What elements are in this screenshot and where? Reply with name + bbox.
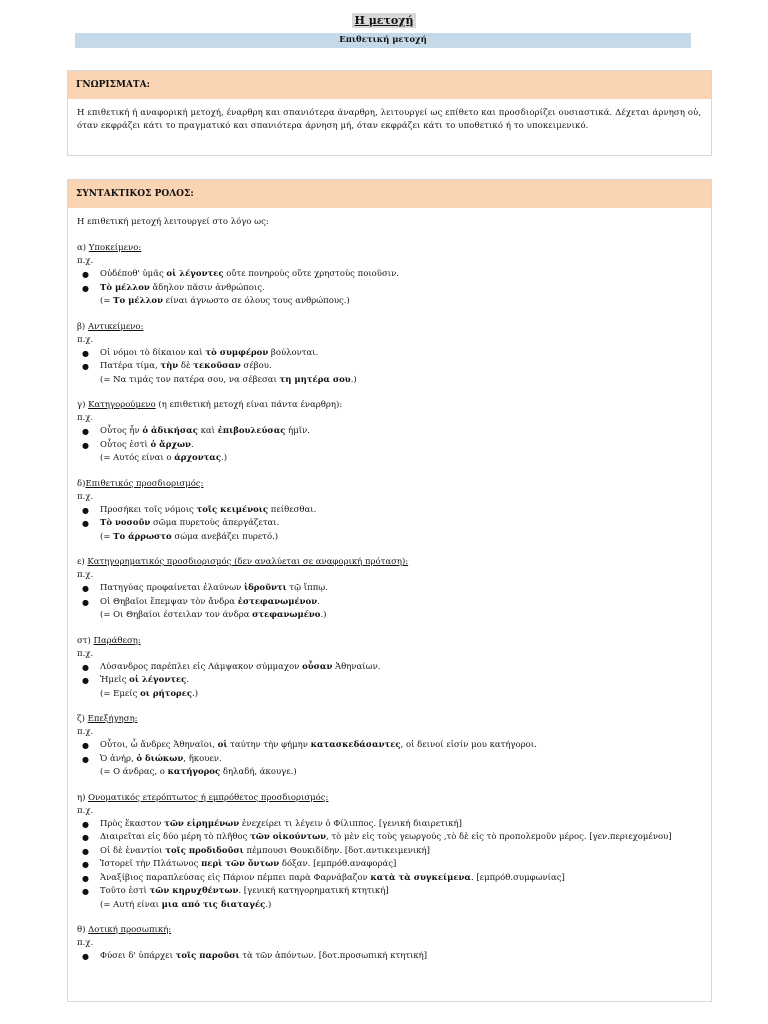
section-label: Ονοματικός ετερόπτωτος ή εμπρόθετος προσδιορισμός: <box>88 792 329 803</box>
role-section <box>77 713 702 780</box>
text-run: Διαιρεῖται εἰς δύο μέρη τὸ πλῆθος <box>100 832 251 842</box>
bold-term: ἱδροῦντι <box>244 583 287 593</box>
example-list <box>77 425 702 452</box>
bold-term: άρχοντας <box>174 453 222 463</box>
section-heading <box>77 792 702 805</box>
text-run: σώμα ανεβάζει πυρετό.) <box>171 531 279 542</box>
example-list <box>77 504 702 531</box>
text-run: .) <box>320 610 327 620</box>
example-item <box>77 504 702 518</box>
bold-term: περὶ τῶν ὄντων <box>201 859 280 869</box>
text-run: Τοῦτο ἐστὶ <box>100 886 150 896</box>
example-list <box>77 739 702 766</box>
bold-term: Τὸ μέλλον <box>100 282 150 293</box>
translation-note <box>77 374 702 388</box>
example-item <box>77 858 702 872</box>
section-prefix: α) <box>77 243 89 253</box>
example-item <box>77 818 702 832</box>
section-label: Δοτική προσωπική: <box>88 925 172 935</box>
example-list <box>77 268 702 295</box>
page-title: Η μετοχή <box>352 13 417 28</box>
example-item <box>77 517 702 531</box>
bold-term: τῶν εἰρημένων <box>164 818 240 829</box>
example-item <box>77 674 702 688</box>
section-label: Επεξήγηση: <box>87 714 138 724</box>
bullet-icon: ● <box>82 741 89 750</box>
bullet-icon: ● <box>82 597 89 607</box>
example-item <box>77 268 702 282</box>
bold-term: τὴν <box>160 361 179 371</box>
translation-note <box>77 609 702 623</box>
role-section <box>77 242 702 309</box>
features-heading: ΓΝΩΡΙΣΜΑΤΑ: <box>68 71 711 99</box>
bullet-icon: ● <box>82 519 89 528</box>
section-heading <box>77 924 702 937</box>
text-run: Οἱ Θηβαῖοι ἔπεμψαν τὸν ἄνδρα <box>100 596 238 607</box>
translation-note <box>77 452 702 466</box>
bold-term: ἐπιβουλεύσας <box>217 426 286 436</box>
section-label: Κατηγορηματικός προσδιορισμός (δεν αναλύεται σε αναφορική πρόταση): <box>87 557 409 567</box>
section-label: Επιθετικός προσδιορισμός: <box>85 478 204 489</box>
section-heading <box>77 478 702 491</box>
bold-term: ἐστεφανωμένον <box>237 596 318 607</box>
bold-term: στεφανωμένο <box>252 610 321 620</box>
bold-term: τοῖς προδιδοῦσι <box>165 845 244 856</box>
text-run: Οὗτος ἐστὶ <box>100 439 151 450</box>
text-run: ταύτην τὴν φήμην <box>227 740 311 750</box>
translation-note <box>77 688 702 702</box>
text-run: , ἥκουεν. <box>183 753 222 764</box>
example-item <box>77 582 702 596</box>
example-item <box>77 831 702 845</box>
bullet-icon: ● <box>82 887 89 896</box>
bullet-icon: ● <box>82 754 89 764</box>
example-list <box>77 582 702 609</box>
bullet-icon: ● <box>82 362 89 371</box>
translation-note <box>77 531 702 545</box>
text-run: είναι άγνωστο σε όλους τους ανθρώπους.) <box>162 296 350 306</box>
section-prefix: στ) <box>77 635 94 646</box>
translation-note <box>77 295 702 309</box>
text-run: .) <box>221 453 228 463</box>
text-run: Ἀναξίβιος παραπλεύσας εἰς Πάριον πέμπει παρὰ Φαρνάβαζον <box>100 872 371 883</box>
text-run: .) <box>350 374 357 385</box>
title-wrap <box>0 0 768 27</box>
bold-term: ὁ ἄρχων <box>150 439 191 450</box>
bold-term: τὸ συμφέρον <box>205 347 269 358</box>
text-run: βούλονται. <box>268 347 319 358</box>
text-run: (= Αυτή είναι <box>100 899 162 910</box>
syntax-intro: Η επιθετική μετοχή λειτουργεί στο λόγο ως: <box>77 217 269 227</box>
text-run: Ἀθηναίων. <box>332 661 381 672</box>
bullet-icon: ● <box>82 427 89 436</box>
text-run: Ὁ ἀνήρ, <box>100 753 137 764</box>
section-prefix: η) <box>77 792 89 803</box>
bold-term: Τὸ νοσοῦν <box>100 518 151 528</box>
text-run: Πατηγύας προφαίνεται ἐλαύνων <box>100 583 244 593</box>
text-run: δὲ <box>178 361 194 371</box>
text-run: .) <box>265 899 272 910</box>
example-marker: π.χ. <box>77 805 94 816</box>
example-list <box>77 818 702 899</box>
bold-term: τοῖς κειμένοις <box>196 504 269 515</box>
example-item <box>77 425 702 439</box>
bold-term: οι ρήτορες <box>140 688 193 699</box>
example-item <box>77 872 702 886</box>
bold-term: Το άρρωστο <box>113 531 172 542</box>
text-run: Οἱ νόμοι τὸ δίκαιον καὶ <box>100 347 206 358</box>
bold-term: κατασκεδάσαντες <box>310 740 401 750</box>
text-run: Οὐδέποθ' ὑμᾶς <box>100 269 167 279</box>
bold-term: ὁ ἀδικήσας <box>142 426 198 436</box>
text-run: πείθεσθαι. <box>268 504 317 515</box>
bullet-icon: ● <box>82 846 89 856</box>
bold-term: τῶν κηρυχθέντων <box>149 886 239 896</box>
text-run: (= Εμείς <box>100 688 141 699</box>
example-marker: π.χ. <box>77 413 94 423</box>
text-run: καὶ <box>197 426 218 436</box>
bullet-icon: ● <box>82 584 89 593</box>
example-marker: π.χ. <box>77 938 94 948</box>
section-prefix: ε) <box>77 557 88 567</box>
bullet-icon: ● <box>82 676 89 685</box>
text-run: σέβου. <box>240 361 272 371</box>
example-item <box>77 347 702 361</box>
bullet-icon: ● <box>82 283 89 293</box>
example-item <box>77 950 702 964</box>
section-label: Παράθεση: <box>93 635 141 646</box>
section-prefix: δ) <box>77 478 86 489</box>
text-run: τὰ τῶν ἀπόντων. [δοτ.προσωπική κτητική] <box>239 951 428 961</box>
section-prefix: β) <box>77 321 88 332</box>
text-run: Πατέρα τίμα, <box>100 361 161 371</box>
example-item <box>77 845 702 859</box>
text-run: τῷ ἵππῳ. <box>286 583 328 593</box>
section-heading <box>77 556 702 569</box>
section-heading <box>77 635 702 648</box>
text-run: σῶμα πυρετοὺς ἀπεργάζεται. <box>150 518 280 528</box>
text-run: (= <box>100 531 114 542</box>
example-list <box>77 661 702 688</box>
example-item <box>77 739 702 753</box>
text-run: . <box>186 675 189 685</box>
text-run: (= Οι Θηβαίοι έστειλαν τον άνδρα <box>100 610 253 620</box>
example-marker: π.χ. <box>77 648 94 659</box>
role-section <box>77 478 702 545</box>
bullet-icon: ● <box>82 505 89 515</box>
example-item <box>77 282 702 296</box>
text-run: ἡμῖν. <box>285 426 310 436</box>
bold-term: κατὰ τὰ συγκείμενα <box>370 872 471 883</box>
role-section <box>77 924 702 964</box>
section-heading <box>77 399 702 412</box>
text-run: . [εμπρόθ.συμφωνίας] <box>470 872 565 883</box>
bullet-icon: ● <box>82 662 89 672</box>
role-section <box>77 399 702 466</box>
example-marker: π.χ. <box>77 491 94 502</box>
text-run: Οὗτοι, ὦ ἄνδρες Ἀθηναῖοι, <box>100 740 218 750</box>
text-run: (= Να τιμάς τον πατέρα σου, να σέβεσαι <box>100 374 280 385</box>
example-marker: π.χ. <box>77 570 94 580</box>
text-run: οὔτε πονηροὺς οὔτε χρηστοὺς ποιοῦσιν. <box>223 269 399 279</box>
bold-term: τῶν οἰκούντων <box>250 832 327 842</box>
section-prefix: ζ) <box>77 714 88 724</box>
translation-note <box>77 899 702 913</box>
text-run: Προσήκει τοῖς νόμοις <box>100 504 197 515</box>
bullet-icon: ● <box>82 860 89 869</box>
bold-term: ὁ διώκων <box>136 753 184 764</box>
text-run: Οἱ δὲ ἐναντίοι <box>100 845 166 856</box>
text-run: Οὗτος ἦν <box>100 426 143 436</box>
section-heading <box>77 242 702 255</box>
example-list <box>77 347 702 374</box>
text-run: , οἱ δεινοί εἰσίν μου κατήγοροι. <box>400 740 537 750</box>
text-run: (= Αυτός είναι ο <box>100 453 175 463</box>
role-section <box>77 556 702 623</box>
text-run: . <box>190 439 194 450</box>
bold-term: οἱ <box>217 740 228 750</box>
bold-term: τεκοῦσαν <box>193 361 241 371</box>
bold-term: οἱ λέγοντες <box>166 269 224 279</box>
text-run: ἄδηλον πᾶσιν ἀνθρώποις. <box>149 282 265 293</box>
text-run: δόξαν. [εμπρόθ.αναφοράς] <box>279 859 397 869</box>
example-item <box>77 661 702 675</box>
syntax-role-heading: ΣΥΝΤΑΚΤΙΚΟΣ ΡΟΛΟΣ: <box>68 180 711 208</box>
text-run: Φύσει δ' ὑπάρχει <box>100 951 176 961</box>
section-label: Υποκείμενο: <box>88 243 142 253</box>
text-run: . [γενική κατηγορηματική κτητική] <box>238 886 389 896</box>
text-run: . <box>317 596 320 607</box>
example-item <box>77 360 702 374</box>
role-section <box>77 321 702 388</box>
features-box <box>67 70 712 156</box>
text-run: ἐνεχείρει τι λέγειν ὁ Φίλιππος. [γενική διαιρετική] <box>239 818 462 829</box>
syntax-role-box <box>67 179 712 1002</box>
example-item <box>77 753 702 767</box>
text-run: Ἡμεῖς <box>100 675 130 685</box>
role-section <box>77 792 702 913</box>
bold-term: τη μητέρα σου <box>279 374 351 385</box>
bullet-icon: ● <box>82 873 89 883</box>
syntax-role-body <box>68 208 711 964</box>
section-prefix: γ) <box>77 400 89 410</box>
text-run: πέμπουσι Θουκιδίδην. [δοτ.αντικειμενική] <box>243 845 430 856</box>
example-list <box>77 950 702 964</box>
example-item <box>77 596 702 610</box>
example-marker: π.χ. <box>77 334 94 345</box>
bold-term: κατήγορος <box>167 767 221 777</box>
section-label: Αντικείμενο: <box>87 321 144 332</box>
text-run: .) <box>192 688 199 699</box>
example-item <box>77 885 702 899</box>
bullet-icon: ● <box>82 270 89 279</box>
bold-term: οὖσαν <box>302 661 333 672</box>
section-suffix: (η επιθετική μετοχή είναι πάντα έναρθρη): <box>155 400 343 410</box>
bold-term: Το μέλλον <box>113 296 163 306</box>
section-label: Κατηγορούμενο <box>88 400 156 410</box>
text-run: Πρὸς ἕκαστον <box>100 818 165 829</box>
text-run: Ἰστορεῖ τὴν Πλάτωνος <box>100 859 202 869</box>
subtitle-bar: Επιθετική μετοχή <box>75 33 691 48</box>
bullet-icon: ● <box>82 819 89 829</box>
features-text: Η επιθετική ή αναφορική μετοχή, έναρθρη και σπανιότερα άναρθρη, λειτουργεί ως επίθετο και προσδιορίζει ουσιαστικά. Δέχεται άρνηση οὐ, όταν εκφράζει κάτι το πραγματικό και σπανιότερα άρνηση μή, όταν εκφράζει κάτι το υποθετικό ή το υποκειμενικό. <box>77 108 702 131</box>
text-run: δηλαδή, άκουγε.) <box>220 767 297 777</box>
section-prefix: θ) <box>77 925 89 935</box>
text-run: , τὸ μὲν εἰς τοὺς γεωργούς ,τὸ δὲ εἰς τὸ προπολεμοῦν μέρος. [γεν.περιεχομένου] <box>326 832 672 842</box>
bullet-icon: ● <box>82 952 89 961</box>
bold-term: μια από τις διαταγές <box>161 899 266 910</box>
bullet-icon: ● <box>82 440 89 450</box>
translation-note <box>77 766 702 780</box>
bullet-icon: ● <box>82 833 89 842</box>
bullet-icon: ● <box>82 348 89 358</box>
example-item <box>77 439 702 453</box>
section-heading <box>77 713 702 726</box>
text-run: (= Ο άνδρας, ο <box>100 767 168 777</box>
example-marker: π.χ. <box>77 256 94 266</box>
text-run: Λύσανδρος παρέπλει εἰς Λάμψακον σύμμαχον <box>100 661 303 672</box>
sections-list <box>77 242 702 964</box>
bold-term: τοῖς παροῦσι <box>175 951 240 961</box>
section-heading <box>77 321 702 334</box>
example-marker: π.χ. <box>77 727 94 737</box>
bold-term: οἱ λέγοντες <box>129 675 187 685</box>
role-section <box>77 635 702 702</box>
text-run: (= <box>100 296 114 306</box>
